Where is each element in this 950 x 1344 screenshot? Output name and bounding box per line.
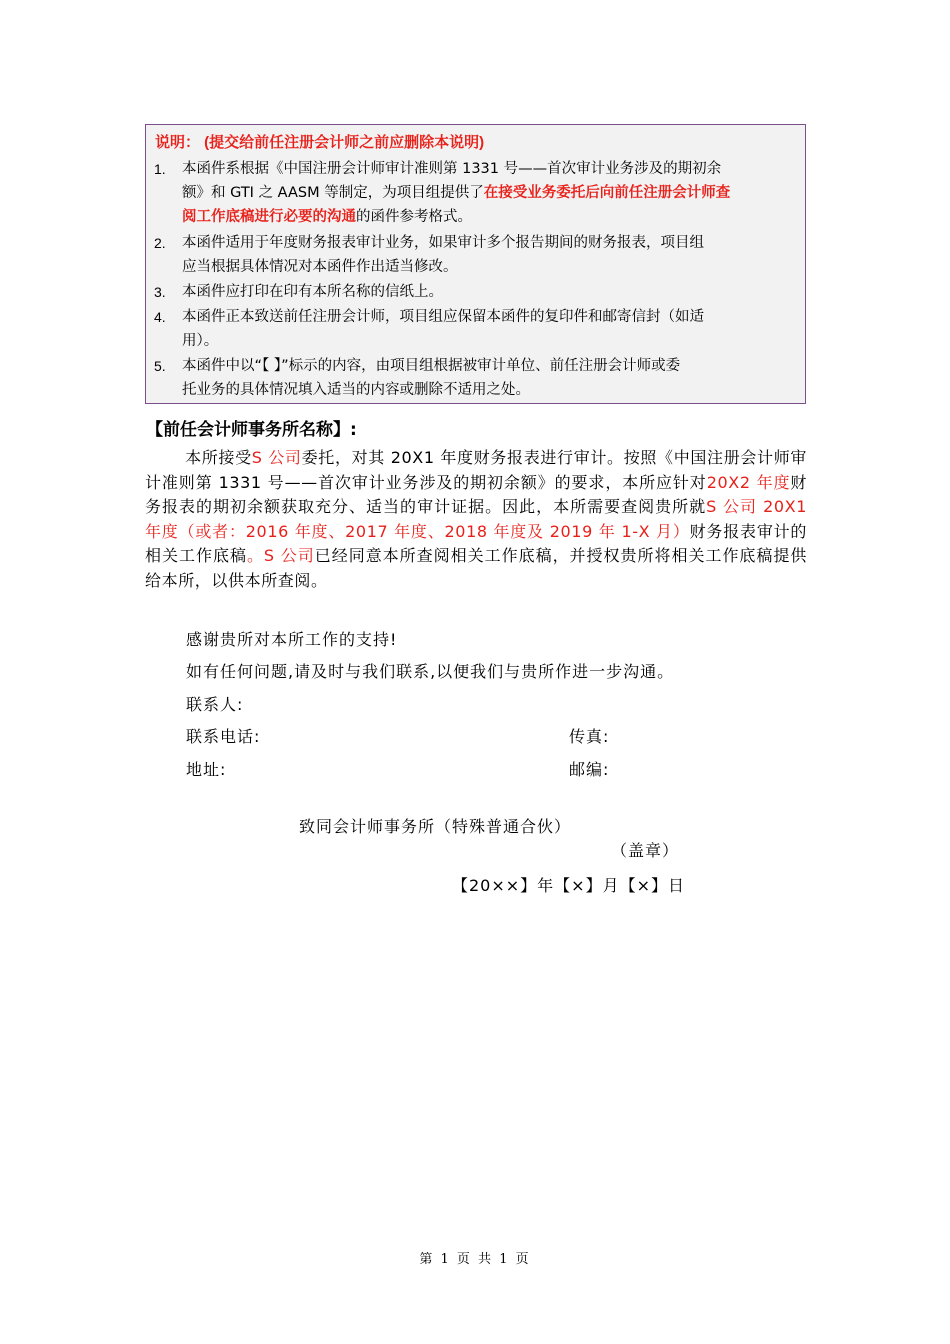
phone-label: 联系电话: bbox=[186, 727, 261, 746]
letter-body bbox=[145, 446, 807, 593]
company-name: 。S 公司 bbox=[246, 546, 315, 565]
item-line: 本函件中以“【 】”标示的内容，由项目组根据被审计单位、前任注册会计师或委 bbox=[182, 358, 681, 374]
date-line: 【20××】年【×】月【×】日 bbox=[452, 876, 685, 895]
audit-year: 20X2 年度 bbox=[706, 472, 791, 492]
item-line: 用）。 bbox=[182, 333, 219, 349]
item-highlight: 阅工作底稿进行必要的沟通 bbox=[182, 209, 356, 225]
instruction-item-3 bbox=[154, 280, 794, 304]
item-line: 应当根据具体情况对本函件作出适当修改。 bbox=[182, 259, 458, 275]
body-text: 已经同意本所查阅相关工作底稿，并授权贵所将相关工作底稿提供给本所，以供本所查阅。 bbox=[145, 546, 807, 590]
audit-periods: S 公司 20X1 年度（或者：2016 年度、2017 年度、2018 年度及 2019 年 1-X 月） bbox=[145, 497, 807, 541]
firm-name: 致同会计师事务所（特殊普通合伙） bbox=[299, 817, 572, 836]
body-text: 本所接受 bbox=[185, 448, 252, 467]
instruction-item-1 bbox=[154, 157, 794, 229]
item-number: 1. bbox=[154, 161, 166, 177]
item-line: 本函件应打印在印有本所名称的信纸上。 bbox=[182, 284, 443, 300]
thanks-line: 感谢贵所对本所工作的支持! bbox=[186, 630, 398, 649]
contact-person-label: 联系人: bbox=[186, 695, 244, 714]
item-line: 额》和 GTI 之 AASM 等制定，为项目组提供了 bbox=[182, 185, 484, 201]
body-text: 委托，对其 20X1 年度财务报表进行审计。按照《中国注册会计师审计准则第 1331 号——首次审计业务涉及的期初余额》的要求，本所应针对 bbox=[145, 448, 807, 492]
instruction-box bbox=[145, 124, 806, 404]
contact-note: 如有任何问题,请及时与我们联系,以便我们与贵所作进一步沟通。 bbox=[186, 662, 675, 681]
instruction-item-5 bbox=[154, 354, 794, 402]
fax-label: 传真: bbox=[569, 727, 610, 746]
item-line: 的函件参考格式。 bbox=[356, 209, 472, 225]
postcode-label: 邮编: bbox=[569, 760, 610, 779]
item-line: 本函件适用于年度财务报表审计业务，如果审计多个报告期间的财务报表，项目组 bbox=[182, 235, 704, 251]
item-number: 2. bbox=[154, 235, 166, 251]
instruction-title: 说明： (提交给前任注册会计师之前应删除本说明) bbox=[155, 134, 485, 151]
body-text: 财务报表的期初余额获取充分、适当的审计证据。因此，本所需要查阅贵所就 bbox=[145, 472, 807, 516]
body-text: 财务报表审计的相关工作底稿 bbox=[145, 521, 808, 565]
item-number: 3. bbox=[154, 284, 166, 300]
item-number: 4. bbox=[154, 309, 166, 325]
item-line: 本函件正本致送前任注册会计师，项目组应保留本函件的复印件和邮寄信封（如适 bbox=[182, 309, 704, 325]
page-footer: 第 1 页 共 1 页 bbox=[419, 1252, 531, 1267]
address-label: 地址: bbox=[186, 760, 227, 779]
item-number: 5. bbox=[154, 358, 166, 374]
company-name: S 公司 bbox=[251, 448, 302, 467]
recipient-heading: 【前任会计师事务所名称】: bbox=[146, 420, 357, 440]
instruction-item-4 bbox=[154, 305, 794, 353]
seal-label: （盖章） bbox=[611, 841, 680, 860]
instruction-item-2 bbox=[154, 231, 794, 279]
item-line: 本函件系根据《中国注册会计师审计准则第 1331 号——首次审计业务涉及的期初余 bbox=[182, 161, 722, 177]
item-line: 托业务的具体情况填入适当的内容或删除不适用之处。 bbox=[182, 382, 530, 398]
item-highlight: 在接受业务委托后向前任注册会计师查 bbox=[483, 185, 731, 201]
